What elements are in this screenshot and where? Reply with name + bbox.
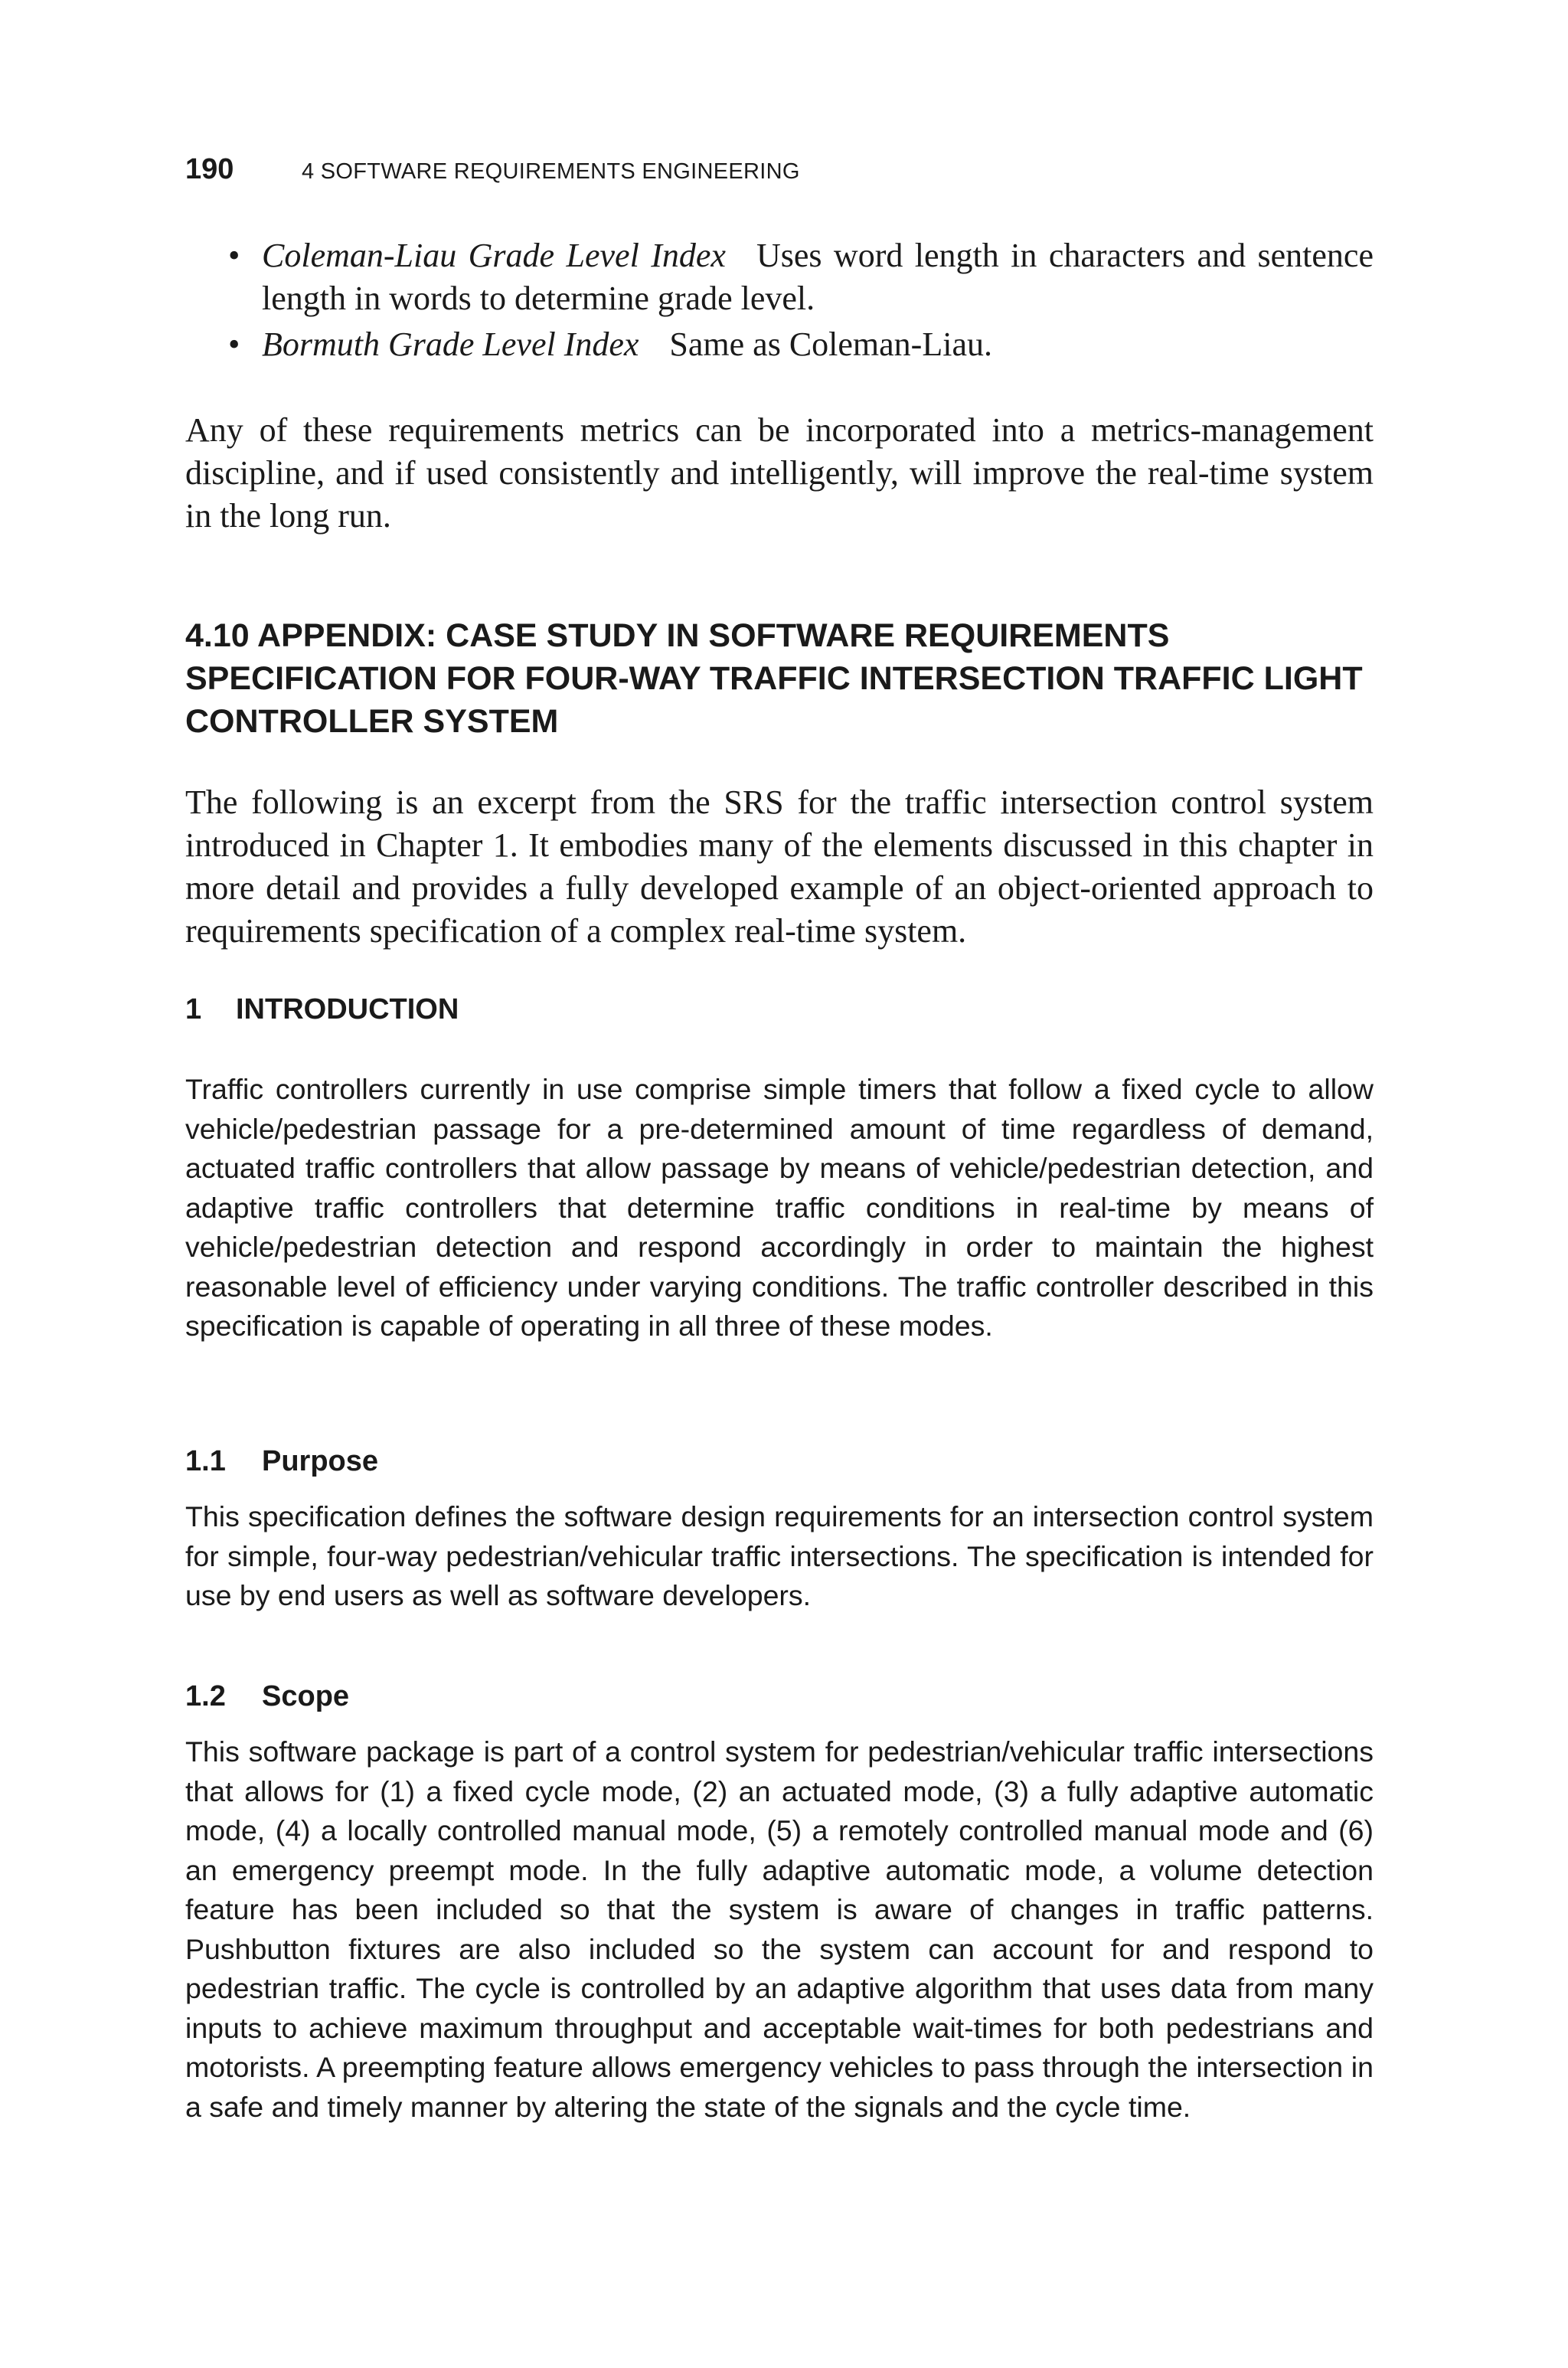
bullet-term: Coleman-Liau Grade Level Index: [262, 237, 726, 274]
scope-paragraph: This software package is part of a control system for pedestrian/vehicular traffic intersections that allows for (1) a fixed cycle mode, (2) an actuated mode, (3) a fully adaptive automatic mode, (4) a locally controlled manual mode, (5) a remotely controlled manual mode and (6) an emergency preempt mode. In the fully adaptive automatic mode, a volume detection feature has been included so that the system is aware of changes in traffic patterns. Pushbutton fixtures are also included so the system can account for and respond to pedestrian traffic. The cycle is controlled by an adaptive algorithm that uses data from many inputs to achieve maximum throughput and acceptable wait-times for both pedestrians and motorists. A preempting feature allows emergency vehicles to pass through the intersection in a safe and timely manner by altering the state of the signals and the cycle time.: [185, 1735, 1374, 2123]
scope-heading: [185, 1677, 1374, 1715]
section-number: 1.1: [185, 1445, 226, 1477]
running-head: [185, 153, 800, 186]
bullet-term: Bormuth Grade Level Index: [262, 325, 639, 363]
readability-index-list: [185, 234, 1374, 369]
introduction-heading: [185, 990, 1374, 1029]
section-title: Scope: [262, 1680, 350, 1712]
bullet-icon: •: [228, 325, 240, 363]
section-title: INTRODUCTION: [236, 993, 459, 1025]
page-number: 190: [185, 153, 234, 185]
bullet-text: Same as Coleman-Liau.: [669, 325, 992, 363]
section-number: 1.2: [185, 1680, 226, 1712]
metrics-paragraph: Any of these requirements metrics can be incorporated into a metrics-management discipline, and if used consistently and intelligently, will improve the real-time system in the long run.: [185, 411, 1374, 535]
appendix-heading: 4.10 APPENDIX: CASE STUDY IN SOFTWARE REQUIREMENTS SPECIFICATION FOR FOUR-WAY TRAFFIC INTERSECTION TRAFFIC LIGHT CONTROLLER SYSTEM: [185, 617, 1363, 740]
purpose-paragraph: This specification defines the software design requirements for an intersection control system for simple, four-way pedestrian/vehicular traffic intersections. The specification is intended for use by end users as well as software developers.: [185, 1500, 1374, 1611]
introduction-paragraph: Traffic controllers currently in use comprise simple timers that follow a fixed cycle to allow vehicle/pedestrian passage for a pre-determined amount of time regardless of demand, actuated traffic controllers that allow passage by means of vehicle/pedestrian detection, and adaptive traffic controllers that determine traffic conditions in real-time by means of vehicle/pedestrian detection and respond accordingly in order to maintain the highest reasonable level of efficiency under varying conditions. The traffic controller described in this specification is capable of operating in all three of these modes.: [185, 1073, 1374, 1342]
list-item: [185, 323, 1374, 366]
section-number: 1: [185, 993, 202, 1025]
appendix-intro-paragraph: The following is an excerpt from the SRS for the traffic intersection control system introduced in Chapter 1. It embodies many of the elements discussed in this chapter in more detail and provides a fully developed example of an object-oriented approach to requirements specification of a complex real-time system.: [185, 783, 1374, 950]
list-item: [185, 234, 1374, 320]
bullet-text: Uses word length in characters and sentence length in words to determine grade level.: [262, 237, 1374, 317]
bullet-icon: •: [228, 237, 240, 274]
section-title: Purpose: [262, 1445, 379, 1477]
chapter-title: 4 SOFTWARE REQUIREMENTS ENGINEERING: [302, 159, 800, 184]
purpose-heading: [185, 1442, 1374, 1480]
